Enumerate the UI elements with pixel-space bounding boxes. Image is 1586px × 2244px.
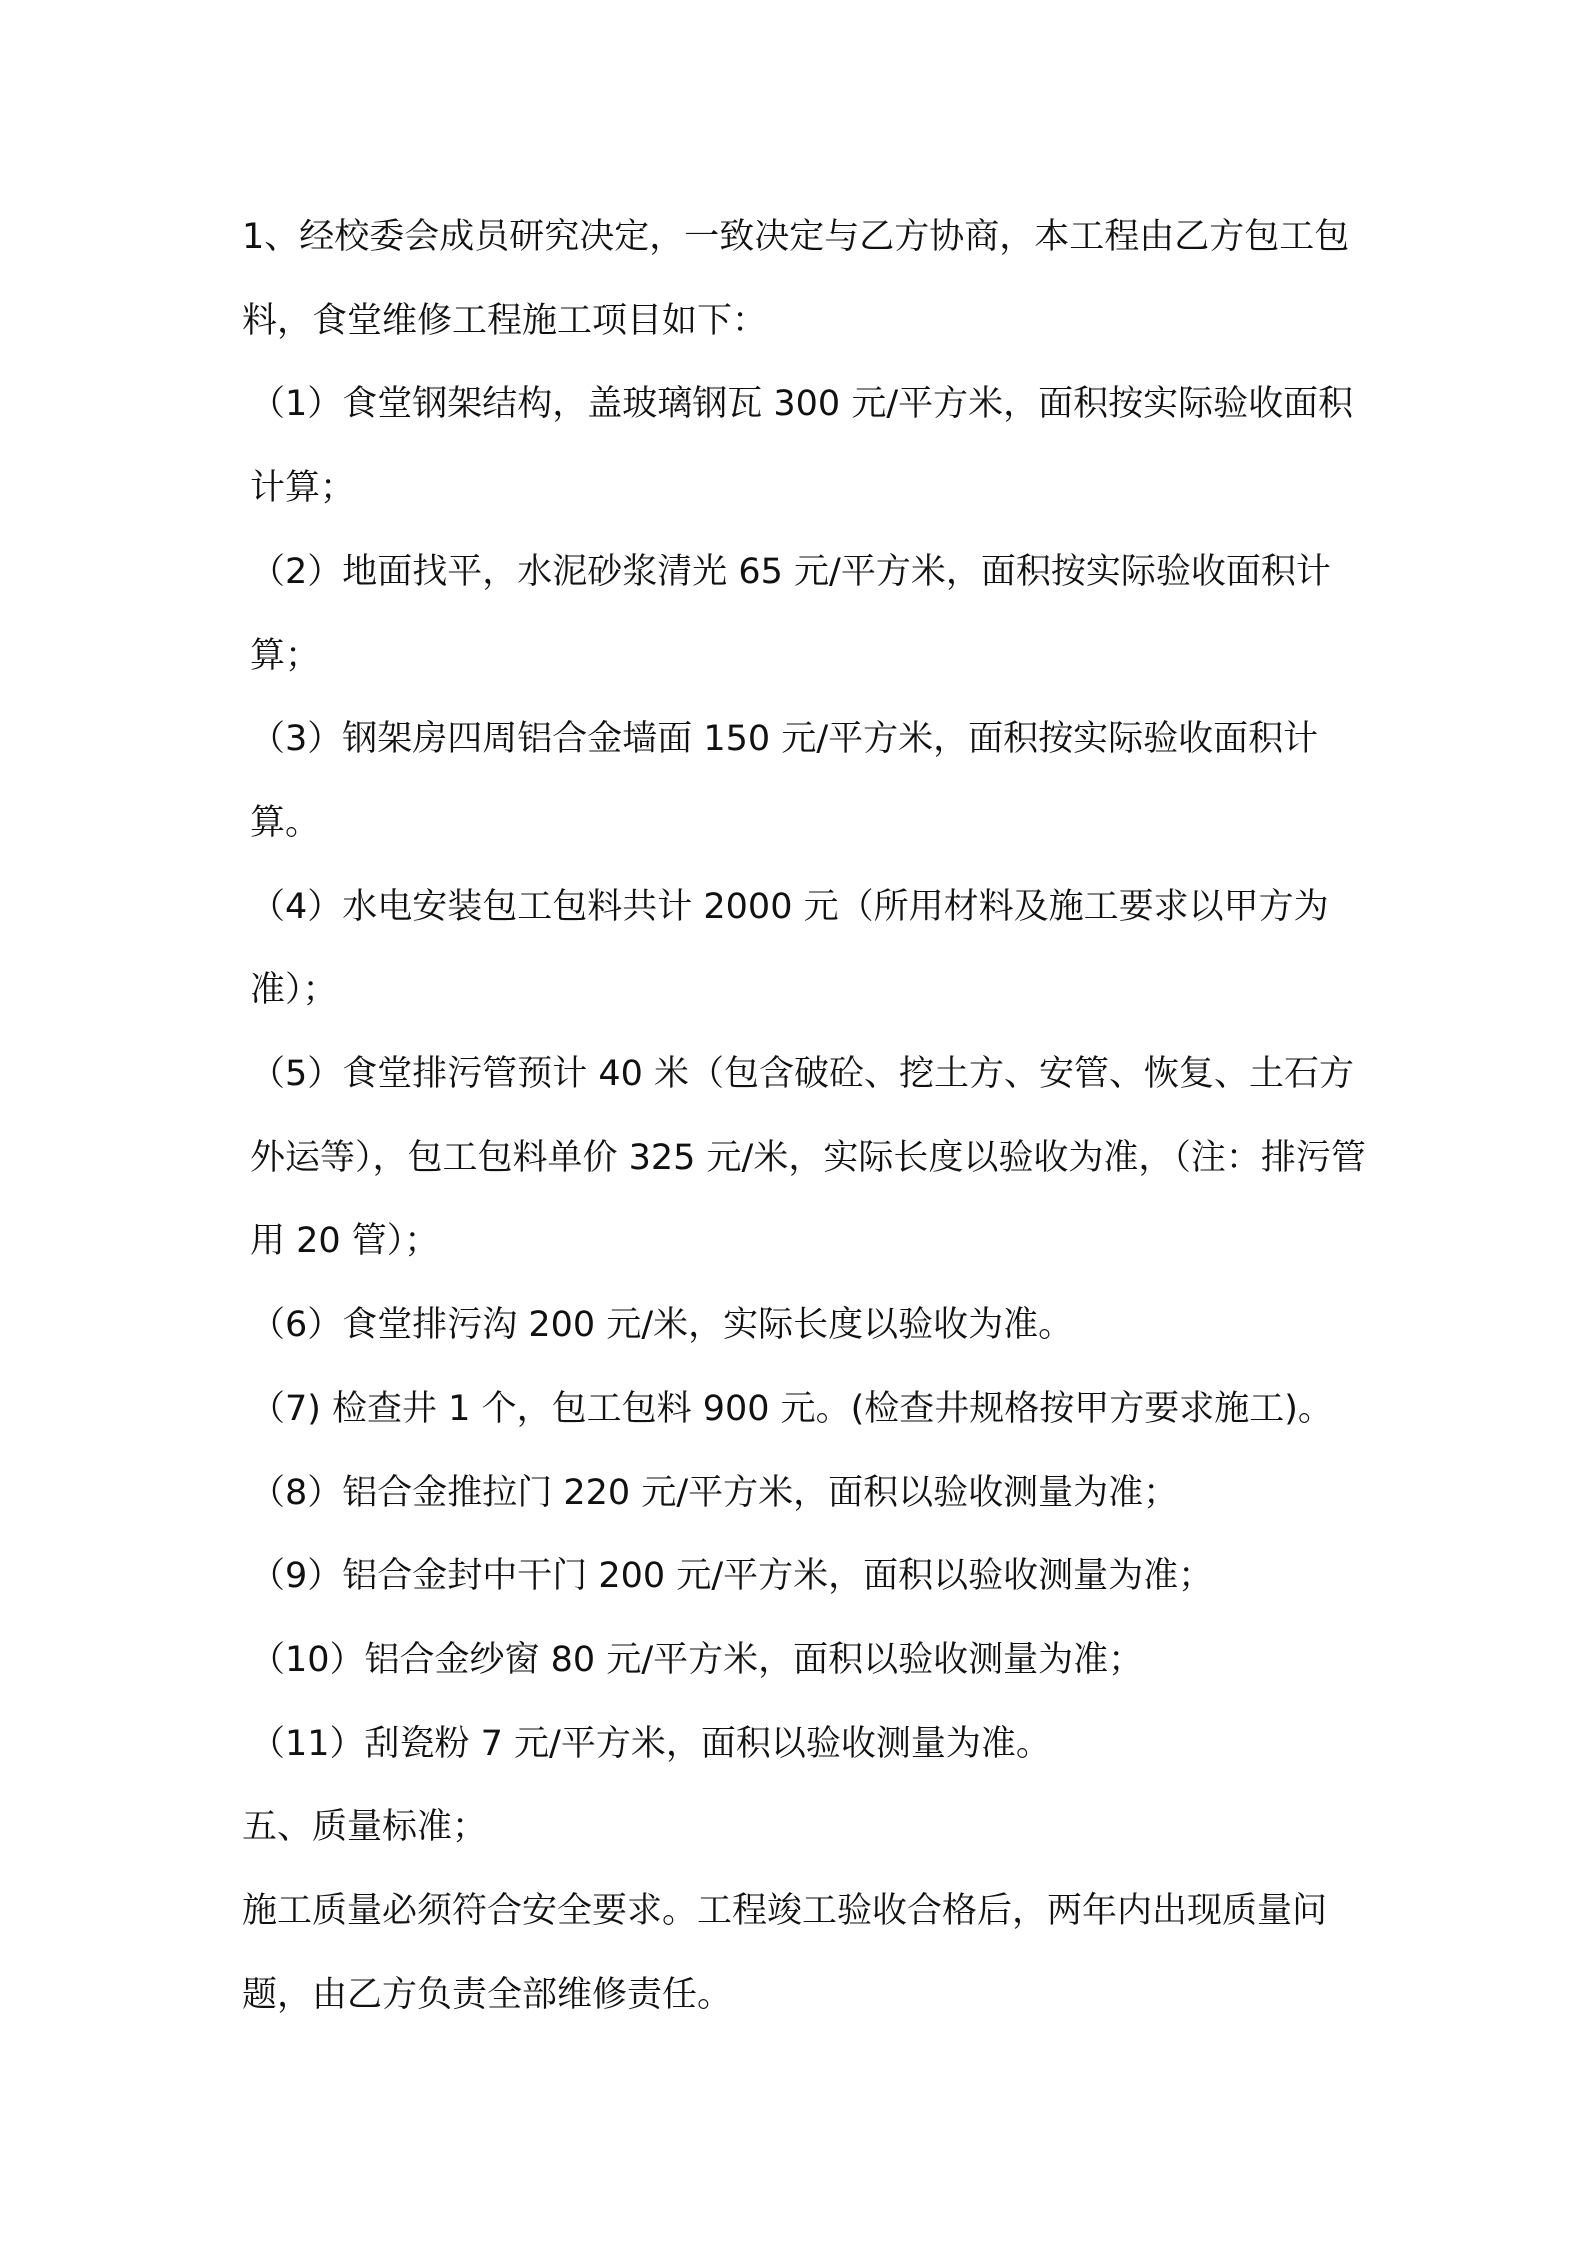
item-5: （5）食堂排污管预计 40 米（包含破砼、挖土方、安管、恢复、土石方外运等），包工包料单价 325 元/米，实际长度以验收为准，（注：排污管用 20 管）； <box>250 1054 1366 1262</box>
item-1: （1）食堂钢架结构，盖玻璃钢瓦 300 元/平方米，面积按实际验收面积计算； <box>250 384 1354 509</box>
item-3: （3）钢架房四周铝合金墙面 150 元/平方米，面积按实际验收面积计算。 <box>250 719 1319 843</box>
quality-standard-text: 施工质量必须符合安全要求。工程竣工验收合格后，两年内出现质量问题，由乙方负责全部维修责任。 <box>242 1891 1328 2015</box>
item-10: （10）铝合金纱窗 80 元/平方米，面积以验收测量为准； <box>250 1639 1144 1680</box>
document-body <box>242 196 1372 2037</box>
item-6: （6）食堂排污沟 200 元/米，实际长度以验收为准。 <box>250 1305 1074 1346</box>
clause-1: 1、经校委会成员研究决定，一致决定与乙方协商，本工程由乙方包工包料，食堂维修工程施工项目如下： <box>242 217 1350 341</box>
item-8: （8）铝合金推拉门 220 元/平方米，面积以验收测量为准； <box>250 1472 1179 1513</box>
item-7: （7) 检查井 1 个，包工包料 900 元。(检查井规格按甲方要求施工)。 <box>250 1388 1333 1429</box>
item-4: （4）水电安装包工包料共计 2000 元（所用材料及施工要求以甲方为准）； <box>250 886 1329 1011</box>
section-heading-quality: 五、质量标准； <box>242 1807 488 1848</box>
item-2: （2）地面找平，水泥砂浆清光 65 元/平方米，面积按实际验收面积计算； <box>250 551 1331 676</box>
item-11: （11）刮瓷粉 7 元/平方米，面积以验收测量为准。 <box>250 1723 1051 1764</box>
item-9: （9）铝合金封中干门 200 元/平方米，面积以验收测量为准； <box>250 1556 1214 1597</box>
